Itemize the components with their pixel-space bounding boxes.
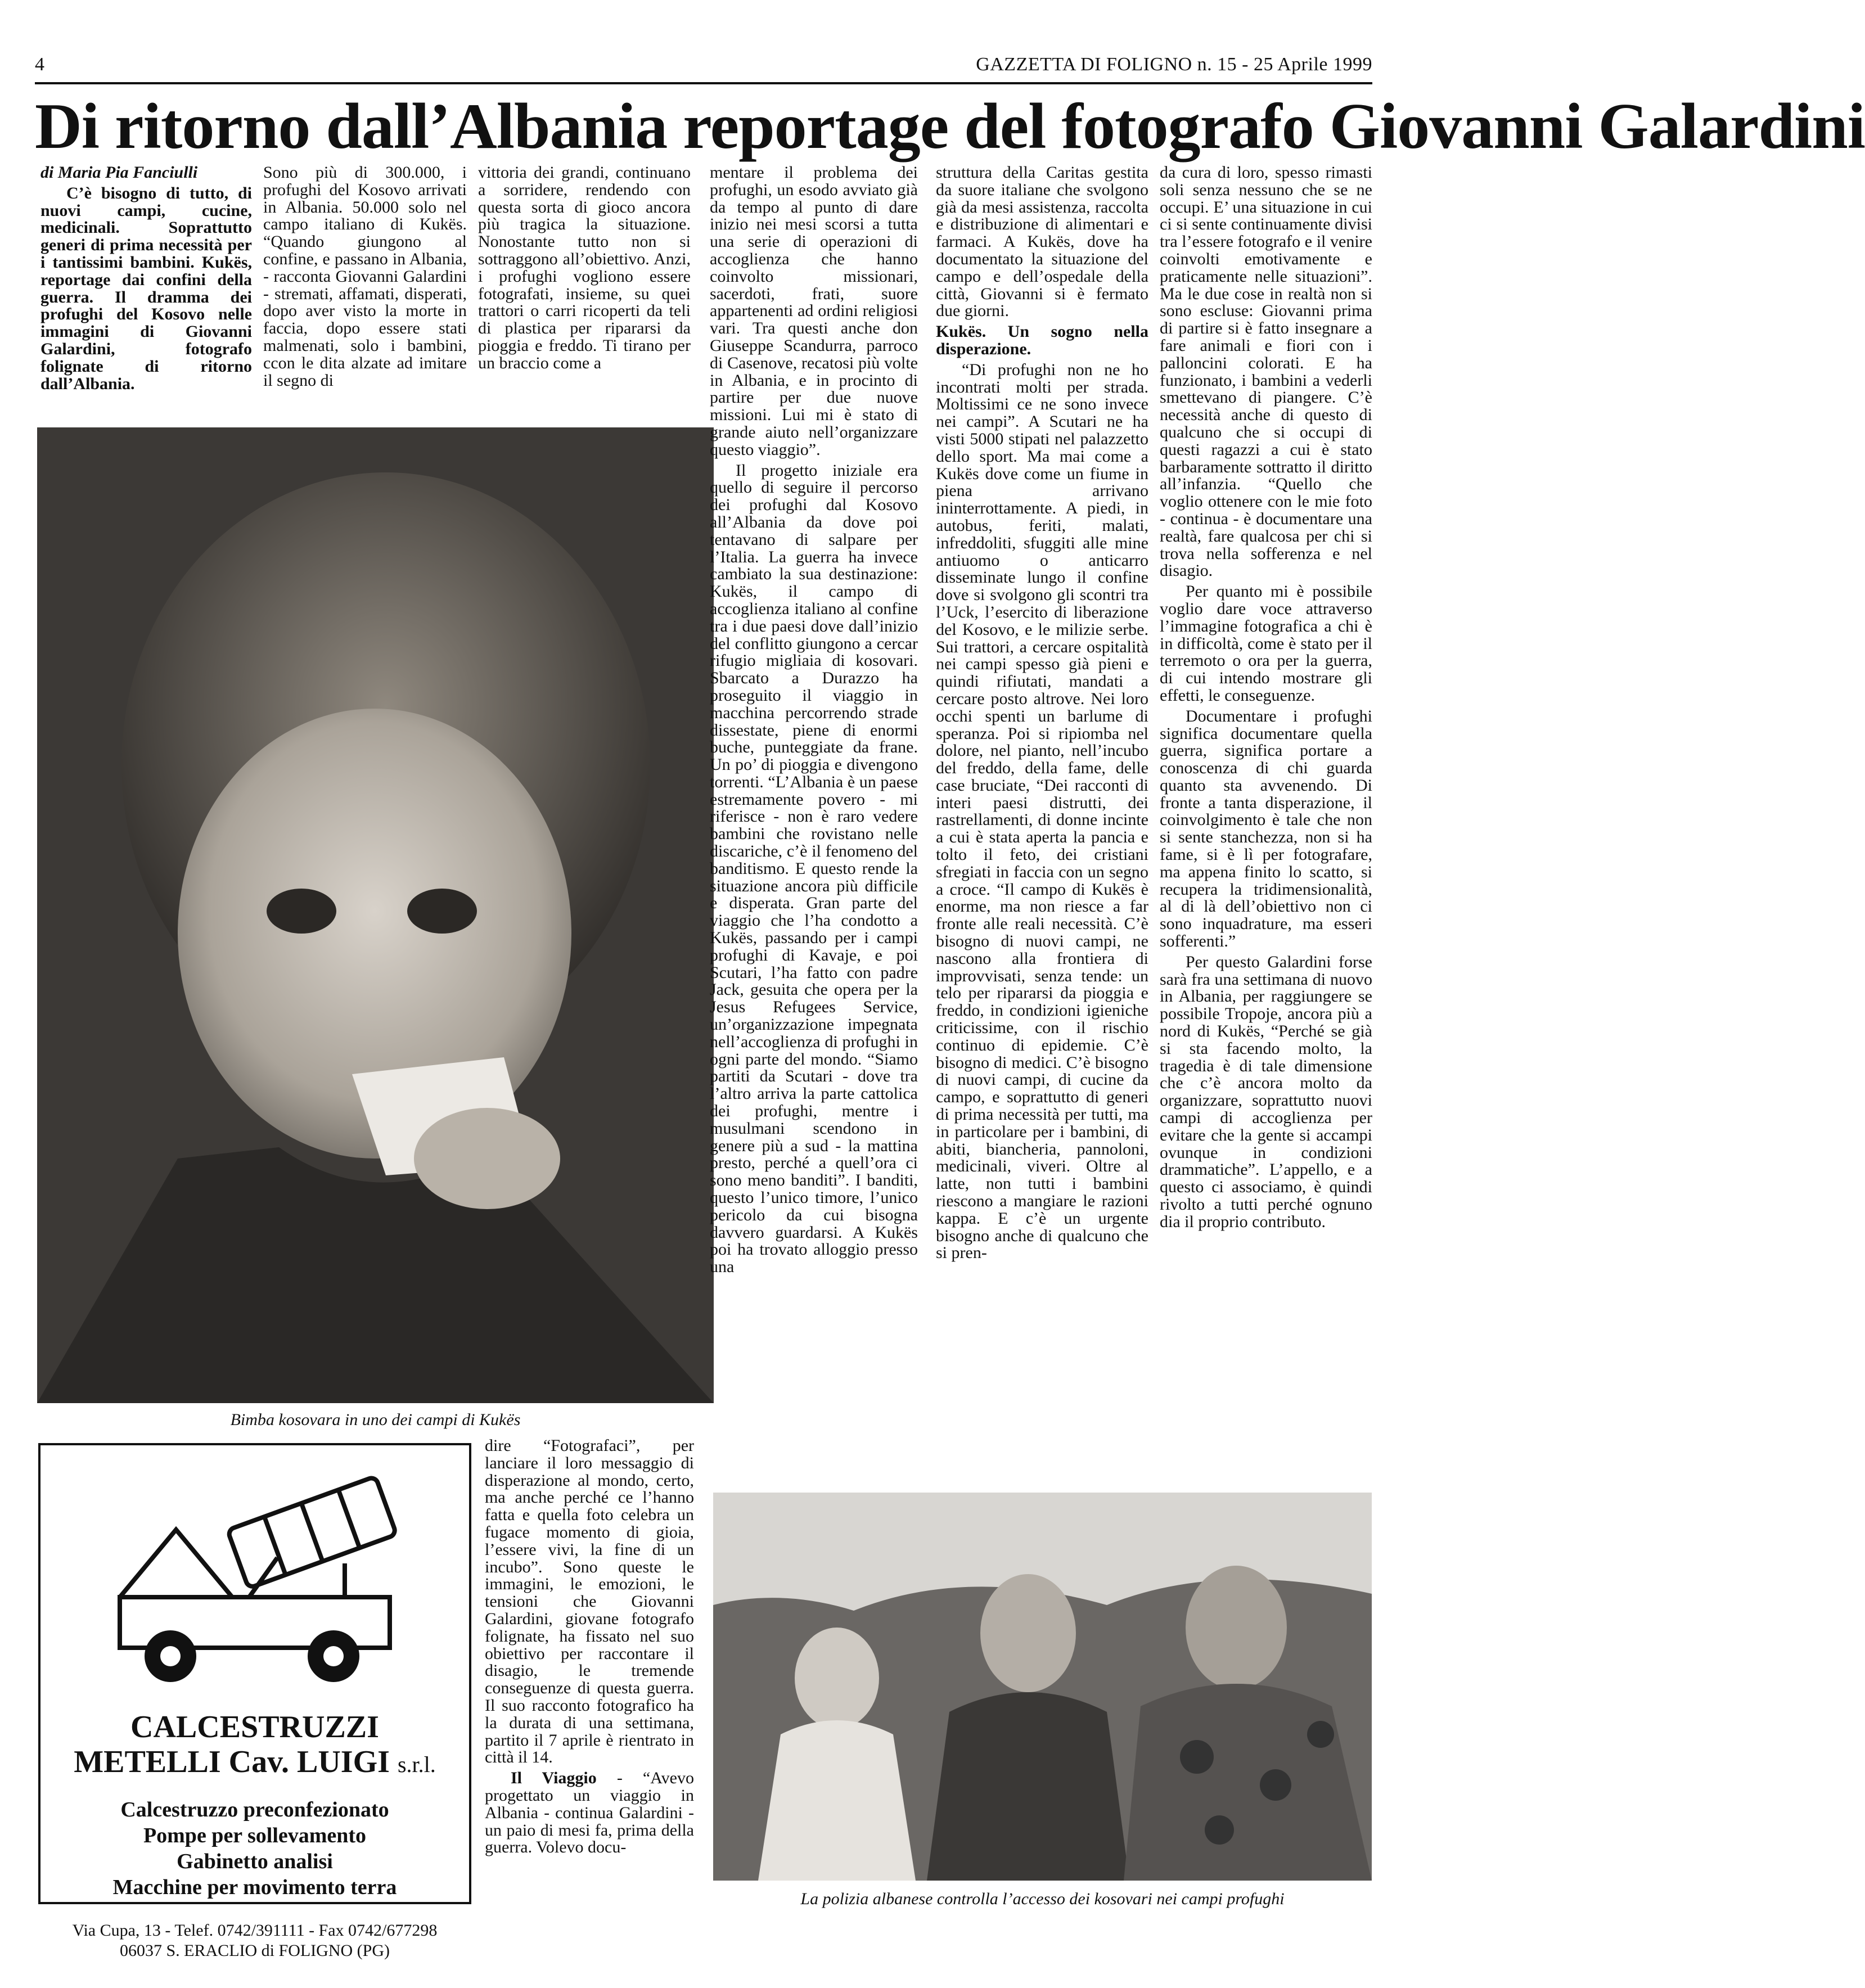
article-column-3-top [478, 164, 691, 423]
headline: Di ritorno dall’Albania reportage del fotografo Giovanni Galardini [35, 91, 1865, 163]
page-number: 4 [35, 54, 44, 75]
ad-company-name: METELLI Cav. LUIGI [74, 1744, 390, 1779]
article-column-3-bottom [485, 1437, 694, 1904]
ad-company-line2 [40, 1744, 469, 1782]
photo-child-kosovar [37, 427, 714, 1403]
paragraph: da cura di loro, spesso rimasti soli senza nessuno che se ne occupi. E’ una situazione in cui ci si sente continuamente divisi tra l’essere fotografo e il venire coinvolti emotivamente e praticamente nelle situazioni”. Ma le due cose in realtà non si sono escluse: Giovanni prima di partire si è fatto insegnare a fare animali e fiori con i palloncini colorati. E ha funzionato, i bambini a vederli smettevano di piangere. C’è necessità anche di questo di qualcuno che si occupi di questi ragazzi a cui è stato barbaramente sottratto il diritto all’infanzia. “Quello che voglio ottenere con le mie foto - continua - è documentare una realtà, fare qualcosa per chi si trova nella sofferenza e nel disagio. [1160, 163, 1372, 580]
paragraph: dire “Fotografaci”, per lanciare il loro messaggio di disperazione al mondo, certo, ma anche perché ce l’hanno fatta e quella foto celebra un fugace momento di gioia, l’essere vivi, la fine di un incubo”. Sono queste le immagini, le emozioni, le tensioni che Giovanni Galardini, giovane fotografo folignate, ha fissato nel suo obiettivo per raccontare il disagio, le tremende conseguenze di questa guerra. Il suo racconto fotografico ha la durata di una settimana, partito il 7 aprile è rientrato in città il 14. [485, 1436, 694, 1767]
ad-company-line1: CALCESTRUZZI [130, 1710, 379, 1744]
cement-truck-icon [109, 1468, 401, 1693]
ad-address-line: 06037 S. ERACLIO di FOLIGNO (PG) [120, 1941, 390, 1960]
paragraph: mentare il problema dei profughi, un esodo avviato già da tempo al punto di dare inizio nei mesi scorsi a tutta una serie di operazioni di accoglienza che hanno coinvolto missionari, sacerdoti, frati, suore appartenenti ad ordini religiosi vari. Tra questi anche don Giuseppe Scandurra, parroco di Casenove, recatosi più volte in Albania, e in procinto di partire per due nuove missioni. Lui mi è stato di grande aiuto nell’organizzare questo viaggio”. [710, 163, 918, 459]
byline: di Maria Pia Fanciulli [40, 163, 198, 182]
paragraph [485, 1770, 694, 1856]
article-column-4 [710, 164, 918, 1486]
lead-column [40, 164, 252, 423]
ad-address-line: Via Cupa, 13 - Telef. 0742/391111 - Fax 0742/677298 [72, 1921, 438, 1940]
paragraph: Documentare i profughi significa documentare quella guerra, significa portare a conoscenza di chi guarda quanto sta avvenendo. Di fronte a tanta disperazione, il coinvolgimento è tale che non si sente stanchezza, non si ha fame, si è lì per fotografare, ma appena finito lo scatto, si recupera la tridimensionalità, al di là dell’obiettivo non ci sono inquadrature, ma esseri sofferenti.” [1160, 706, 1372, 951]
ad-services [40, 1797, 469, 1900]
header-rule [35, 82, 1372, 84]
photo-child-illustration [37, 427, 714, 1403]
viaggio-text: - “Avevo progettato un viaggio in Albania - continua Galardini - un paio di mesi fa, prima della guerra. Volevo docu- [485, 1769, 694, 1857]
paragraph: Per questo Galardini forse sarà fra una settimana di nuovo in Albania, per raggiungere se possibile Tropoje, ancora più a nord di Kukës, “Perché se già si sta facendo molto, la tragedia è di tale dimensione che c’è ancora molto da organizzare, soprattutto nuovi campi di accoglienza per evitare che la gente si accampi ovunque in condizioni drammatiche”. L’appello, e a questo ci associamo, è quindi rivolto a tutti perché ognuno dia il proprio contributo. [1160, 952, 1372, 1231]
subhead-viaggio: Il Viaggio [511, 1769, 597, 1788]
paragraph: vittoria dei grandi, continuano a sorridere, rendendo con questa sorta di gioco ancora più tragica la situazione. Nonostante tutto non si sottraggono all’obiettivo. Anzi, i profughi vogliono essere fotografati, insieme, su quei trattori o carri ricoperti da teli di plastica per ripararsi da pioggia e freddo. Ti tirano per un braccio come a [478, 163, 691, 372]
masthead: GAZZETTA DI FOLIGNO n. 15 - 25 Aprile 1999 [976, 54, 1372, 75]
bottom-photo-caption: La polizia albanese controlla l’accesso dei kosovari nei campi profughi [800, 1890, 1285, 1908]
subhead-kukes: Kukës. Un sogno nella disperazione. [936, 322, 1148, 358]
article-column-6 [1160, 164, 1372, 1486]
paragraph: Per quanto mi è possibile voglio dare voce attraverso l’immagine fotografica a chi è in difficoltà, come è stato per il terremoto o ora per la guerra, di cui intendo mostrare gli effetti, le conseguenze. [1160, 582, 1372, 705]
ad-service: Macchine per movimento terra [112, 1876, 397, 1899]
ad-service: Calcestruzzo preconfezionato [120, 1798, 389, 1822]
paragraph: struttura della Caritas gestita da suore italiane che svolgono già da mesi assistenza, raccolta e distribuzione di alimentari e farmaci. A Kukës, dove ha documentato la situazione del campo e dell’ospedale della città, Giovanni si è fermato due giorni. [936, 163, 1148, 321]
ad-service: Pompe per sollevamento [143, 1824, 367, 1847]
ad-service: Gabinetto analisi [177, 1850, 333, 1873]
ad-company-suffix: s.r.l. [397, 1752, 436, 1777]
main-photo-caption: Bimba kosovara in uno dei campi di Kukës [230, 1410, 521, 1429]
photo-albanian-police [713, 1493, 1372, 1881]
article-column-2 [263, 164, 467, 423]
lead-paragraph: C’è bisogno di tutto, di nuovi campi, cucine, medicinali. Soprattutto generi di prima necessità per i tantissimi bambini. Kukës, reportage dai confini della guerra. Il dramma dei profughi del Kosovo nelle immagini di Giovanni Galardini, fotografo folignate di ritorno dall’Albania. [40, 183, 252, 393]
paragraph: Sono più di 300.000, i profughi del Kosovo arrivati in Albania. 50.000 solo nel campo italiano di Kukës. “Quando giungono al confine, e passano in Albania, - racconta Giovanni Galardini - stremati, affamati, disperati, dopo aver visto la morte in faccia, dopo essere stati malmenati, solo i bambini, ccon le dita alzate ad imitare il segno di [263, 163, 467, 390]
paragraph: Il progetto iniziale era quello di seguire il percorso dei profughi dal Kosovo all’Albania da dove poi tentavano di salpare per l’Italia. La guerra ha invece cambiato la sua destinazione: Kukës, il campo di accoglienza italiano al confine tra i due paesi dove dall’inizio del conflitto giungono a cercar rifugio migliaia di kosovari. Sbarcato a Durazzo ha proseguito il viaggio in macchina percorrendo strade dissestate, piene di enormi buche, punteggiate da frane. Un po’ di pioggia e divengono torrenti. “L’Albania è un paese estremamente povero - mi riferisce - non è raro vedere bambini che rovistano nelle discariche, c’è il fenomeno del banditismo. E questo rende la situazione ancora più difficile e disperata. Gran parte del viaggio che l’ha condotto a Kukës, passando per i campi profughi di Kavaje, e poi Scutari, l’ha fatto con padre Jack, gesuita che opera per la Jesus Refugees Service, un’organizzazione impegnata nell’accoglienza di profughi in ogni parte del mondo. “Siamo partiti da Scutari - dove tra l’altro arriva la parte cattolica dei profughi, mentre i musulmani scendono in genere più a sud - la mattina presto, perché a quell’ora ci sono meno banditi”. I banditi, questo l’unico timore, l’unico pericolo da cui bisogna davvero guardarsi. A Kukës poi ha trovato alloggio presso una [710, 461, 918, 1277]
ad-address [40, 1921, 469, 1961]
photo-police-illustration [713, 1493, 1372, 1881]
advertisement-calcestruzzi [38, 1443, 471, 1960]
article-column-5 [936, 164, 1148, 1486]
paragraph: “Di profughi non ne ho incontrati molti per strada. Moltissimi ce ne sono invece nei campi”. A Scutari ne ha visti 5000 stipati nel palazzetto dello sport. Ma mai come a Kukës dove come un fiume in piena arrivano ininterrottamente. A piedi, in autobus, feriti, malati, infreddoliti, sfuggiti alle mine antiuomo o anticarro disseminate lungo il confine dove si svolgono gli scontri tra l’Uck, l’esercito di liberazione del Kosovo, e le milizie serbe. Sui trattori, a cercare ospitalità nei campi spesso già pieni e quindi rifiutati, mandati a cercare posto altrove. Nei loro occhi spenti un barlume di speranza. Poi si ripiomba nel dolore, nel pianto, nell’incubo del freddo, della fame, delle case bruciate, “Dei racconti di interi paesi distrutti, dei rastrellamenti, di donne incinte a cui è stata aperta la pancia e tolto il feto, dei cristiani sfregiati in faccia con un segno a croce. “Il campo di Kukës è enorme, ma non riesce a far fronte alle reali necessità. C’è bisogno di nuovi campi, ne nascono alla frontiera di improvvisati, senza tende: un telo per ripararsi da pioggia e freddo, in condizioni igieniche criticissime, con il rischio continuo di epidemie. C’è bisogno di medici. C’è bisogno di nuovi campi, di cucine da campo, e soprattutto di generi di prima necessità per tutti, ma in particolare per i bambini, di abiti, biancheria, pannoloni, medicinali, viveri. Oltre al latte, non tutti i bambini riescono a mangiare le razioni kappa. E c’è un urgente bisogno anche di qualcuno che si pren- [936, 360, 1148, 1263]
